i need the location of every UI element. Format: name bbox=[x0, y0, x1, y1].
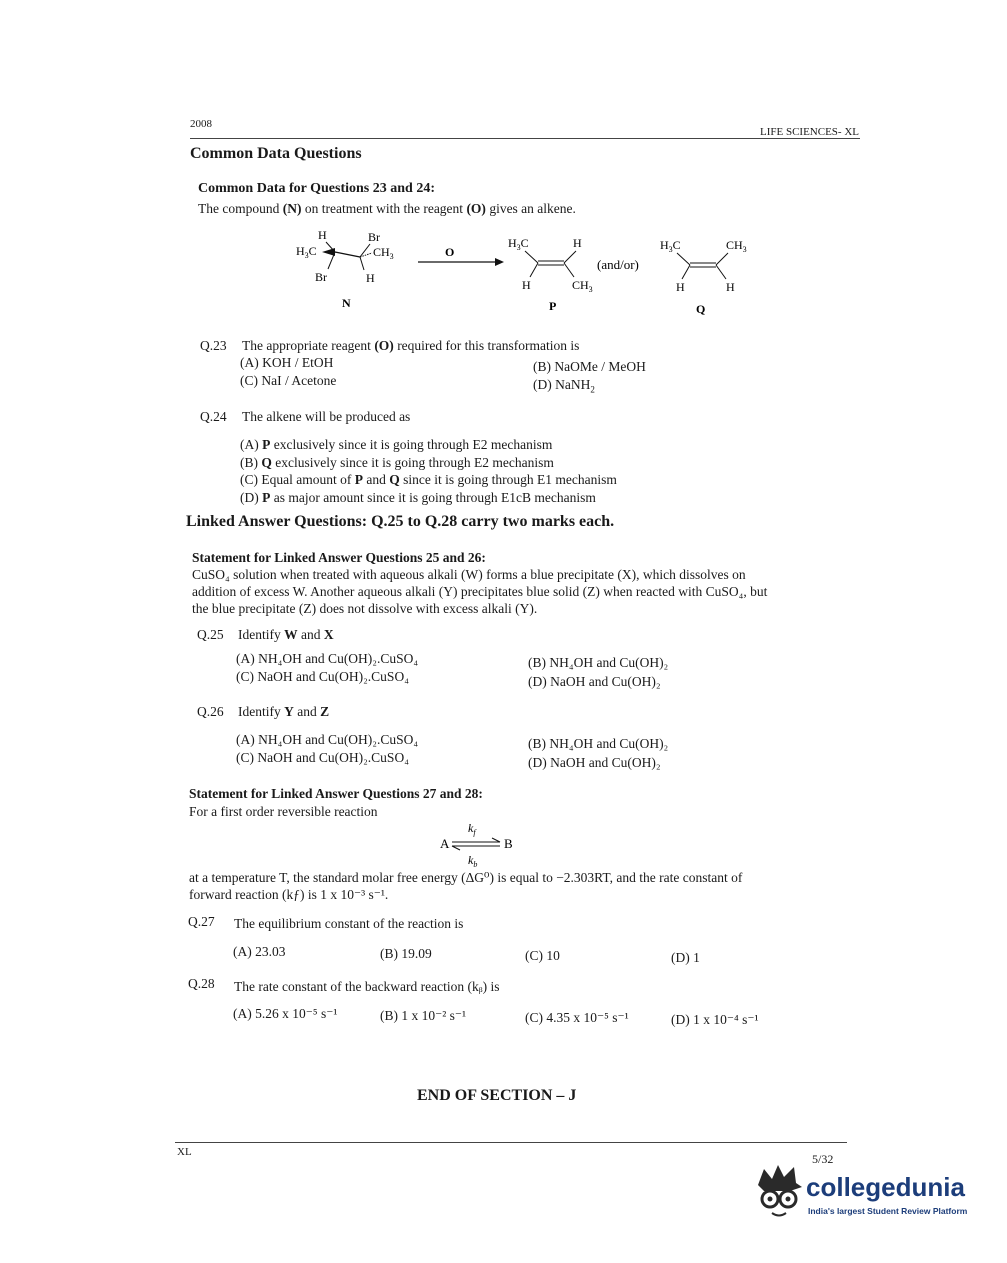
svg-text:Br: Br bbox=[315, 270, 327, 284]
q27-option-a: (A) 23.03 bbox=[233, 944, 286, 959]
svg-text:H: H bbox=[318, 228, 327, 242]
q24-number: Q.24 bbox=[200, 409, 227, 424]
common-data-subtitle: Common Data for Questions 23 and 24: bbox=[198, 181, 435, 196]
svg-text:CH3: $CH_3$ bbox=[373, 245, 394, 261]
eq-product-b: B bbox=[504, 836, 513, 851]
stmt-25-26-title: Statement for Linked Answer Questions 25 and 26: bbox=[192, 550, 486, 565]
linked-answer-title: Linked Answer Questions: Q.25 to Q.28 carry two marks each. bbox=[186, 513, 615, 530]
mascot-icon bbox=[750, 1163, 806, 1225]
svg-text:H: H bbox=[522, 278, 531, 292]
end-of-section: END OF SECTION – J bbox=[417, 1087, 577, 1104]
footer-rule bbox=[175, 1142, 847, 1143]
stmt-27-28-line1: For a first order reversible reaction bbox=[189, 804, 378, 819]
q23-text: The appropriate reagent (O) required for this transformation is bbox=[242, 338, 580, 353]
and-or-text: (and/or) bbox=[597, 257, 639, 272]
svg-text:CH3: $CH_3$ bbox=[572, 278, 593, 294]
q28-option-a: (A) 5.26 x 10⁻⁵ s⁻¹ bbox=[233, 1006, 338, 1021]
svg-text:H: H bbox=[726, 280, 735, 294]
q23-number: Q.23 bbox=[200, 338, 227, 353]
collegedunia-logo bbox=[750, 1163, 806, 1230]
q25-option-d: (D) NaOH and Cu(OH)₂ bbox=[528, 674, 661, 689]
stmt-25-26-line3: the blue precipitate (Z) does not dissolve with excess alkali (Y). bbox=[192, 601, 538, 616]
header-rule bbox=[190, 138, 860, 139]
svg-text:H3C: $H_3C$ bbox=[660, 238, 681, 254]
q23-option-a: (A) KOH / EtOH bbox=[240, 355, 334, 370]
q28-number: Q.28 bbox=[188, 976, 215, 991]
q24-option-b: (B) Q exclusively since it is going through E2 mechanism bbox=[240, 455, 554, 470]
reagent-o: O bbox=[445, 245, 455, 259]
q28-option-d: (D) 1 x 10⁻⁴ s⁻¹ bbox=[671, 1012, 759, 1027]
eq-reactant-a: A bbox=[440, 836, 450, 851]
q26-option-b: (B) NH₄OH and Cu(OH)₂ bbox=[528, 736, 669, 751]
q25-number: Q.25 bbox=[197, 627, 224, 642]
label-q: Q bbox=[696, 302, 706, 316]
svg-text:CH3: $CH_3$ bbox=[726, 238, 747, 254]
q27-option-d: (D) 1 bbox=[671, 950, 700, 965]
svg-text:H: H bbox=[573, 236, 582, 250]
q26-option-a: (A) NH₄OH and Cu(OH)₂.CuSO₄ bbox=[236, 732, 419, 747]
q28-option-b: (B) 1 x 10⁻² s⁻¹ bbox=[380, 1008, 467, 1023]
q27-option-c: (C) 10 bbox=[525, 948, 560, 963]
q23-option-d: (D) NaNH$_2$ bbox=[533, 377, 595, 395]
eq-kf: $k_f$ bbox=[468, 821, 476, 837]
q24-option-d: (D) P as major amount since it is going through E1cB mechanism bbox=[240, 490, 596, 505]
section-name: LIFE SCIENCES- XL bbox=[760, 126, 859, 138]
compound-n bbox=[296, 228, 394, 310]
logo-wordmark: collegedunia bbox=[806, 1172, 965, 1202]
q23-option-c: (C) NaI / Acetone bbox=[240, 373, 337, 388]
q26-text: Identify Y and Z bbox=[238, 704, 330, 719]
q27-text: The equilibrium constant of the reaction is bbox=[234, 916, 464, 931]
q25-option-b: (B) NH₄OH and Cu(OH)₂ bbox=[528, 655, 669, 670]
stmt-25-26-line1: CuSO₄ solution when treated with aqueous alkali (W) forms a blue precipitate (X), which dissolves on bbox=[192, 567, 746, 582]
svg-text:H: H bbox=[676, 280, 685, 294]
eq-kb: $k_b$ bbox=[468, 853, 478, 868]
q24-option-a: (A) P exclusively since it is going through E2 mechanism bbox=[240, 437, 553, 452]
common-data-statement: The compound (N) on treatment with the reagent (O) gives an alkene. bbox=[198, 201, 576, 216]
reaction-scheme bbox=[280, 225, 780, 320]
q28-text: The rate constant of the backward reaction (kᵦ) is bbox=[234, 979, 500, 994]
footer-paper-code: XL bbox=[177, 1146, 192, 1158]
q28-option-c: (C) 4.35 x 10⁻⁵ s⁻¹ bbox=[525, 1010, 629, 1025]
label-n: N bbox=[342, 296, 351, 310]
label-p: P bbox=[549, 299, 557, 313]
stmt-27-28-line3: forward reaction (kƒ) is 1 x 10⁻³ s⁻¹. bbox=[189, 887, 389, 902]
q23-option-b: (B) NaOMe / MeOH bbox=[533, 359, 646, 374]
q27-number: Q.27 bbox=[188, 914, 215, 929]
svg-text:H3C: $H_3C$ bbox=[296, 244, 317, 260]
q25-text: Identify W and X bbox=[238, 627, 334, 642]
q24-option-c: (C) Equal amount of P and Q since it is going through E1 mechanism bbox=[240, 472, 617, 487]
q25-option-c: (C) NaOH and Cu(OH)₂.CuSO₄ bbox=[236, 669, 409, 684]
q24-text: The alkene will be produced as bbox=[242, 409, 411, 424]
q26-number: Q.26 bbox=[197, 704, 224, 719]
stmt-27-28-line2: at a temperature T, the standard molar free energy (ΔG⁰) is equal to −2.303RT, and the rate constant of bbox=[189, 870, 743, 885]
svg-text:Br: Br bbox=[368, 230, 380, 244]
q27-option-b: (B) 19.09 bbox=[380, 946, 432, 961]
stmt-27-28-title: Statement for Linked Answer Questions 27 and 28: bbox=[189, 786, 483, 801]
common-data-title: Common Data Questions bbox=[190, 145, 362, 162]
svg-text:H3C: $H_3C$ bbox=[508, 236, 529, 252]
q26-option-c: (C) NaOH and Cu(OH)₂.CuSO₄ bbox=[236, 750, 409, 765]
alkene-q bbox=[660, 238, 747, 316]
q26-option-d: (D) NaOH and Cu(OH)₂ bbox=[528, 755, 661, 770]
stmt-25-26-line2: addition of excess W. Another aqueous alkali (Y) precipitates blue solid (Z) when reacted with CuSO₄, but bbox=[192, 584, 768, 599]
exam-year: 2008 bbox=[190, 118, 212, 130]
alkene-p bbox=[508, 236, 593, 313]
svg-text:H: H bbox=[366, 271, 375, 285]
q25-option-a: (A) NH₄OH and Cu(OH)₂.CuSO₄ bbox=[236, 651, 419, 666]
logo-tagline: India's largest Student Review Platform bbox=[808, 1206, 968, 1216]
reversible-reaction-equation bbox=[430, 818, 530, 868]
page-number: 5/32 bbox=[812, 1152, 834, 1166]
